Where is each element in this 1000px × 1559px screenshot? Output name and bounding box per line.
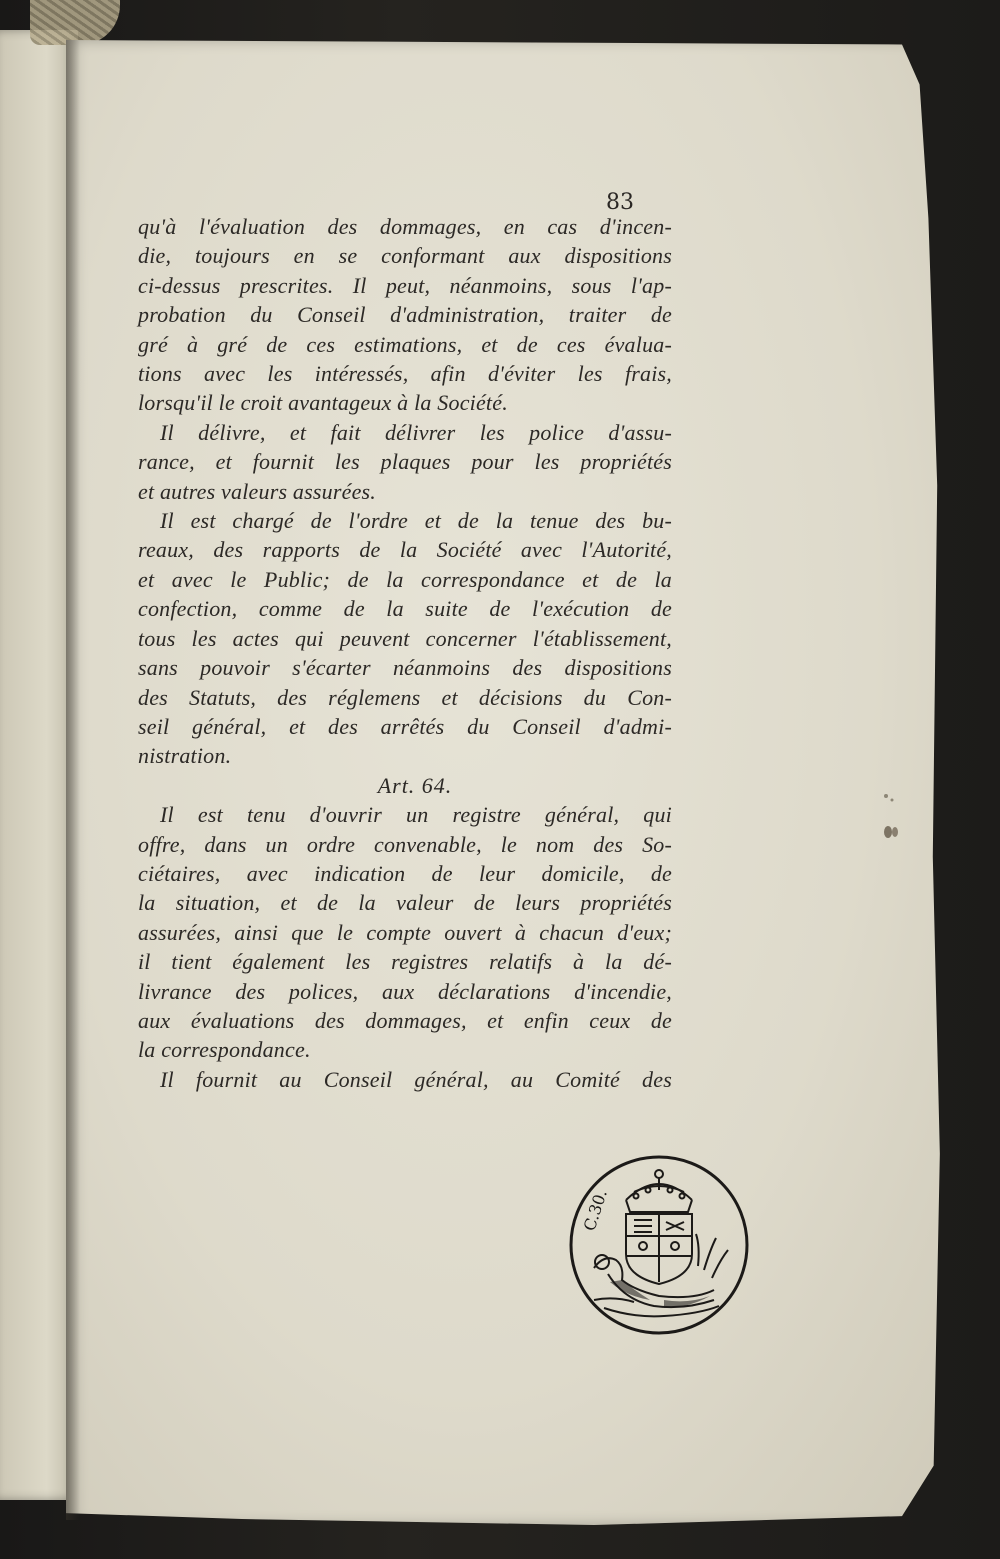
text-line: Il est chargé de l'ordre et de la tenue des bu- (160, 508, 672, 534)
body-text (138, 212, 672, 1094)
text-line: lorsqu'il le croit avantageux à la Société. (138, 390, 508, 416)
text-line: assurées, ainsi que le compte ouvert à chacun d'eux; (138, 919, 672, 945)
gutter-shadow (66, 40, 80, 1520)
library-stamp-icon (564, 1150, 754, 1340)
text-line: la correspondance. (138, 1037, 311, 1063)
text-line: livrance des polices, aux déclarations d'incendie, (138, 978, 672, 1004)
stamp-shelfmark: C.30. (579, 1187, 611, 1234)
article-heading: Art. 64. (377, 772, 453, 798)
text-line: offre, dans un ordre convenable, le nom des So- (138, 831, 672, 857)
text-line: tions avec les intéressés, afin d'éviter les frais, (138, 361, 672, 387)
text-line: Il fournit au Conseil général, au Comité des (160, 1066, 672, 1092)
text-line: aux évaluations des dommages, et enfin ceux de (138, 1007, 672, 1033)
text-line: probation du Conseil d'administration, traiter de (138, 302, 672, 328)
paper-blemish (880, 790, 900, 840)
text-line: Il délivre, et fait délivrer les police d'assu- (160, 419, 672, 445)
text-line: ci-dessus prescrites. Il peut, néanmoins, sous l'ap- (138, 272, 672, 298)
text-line: confection, comme de la suite de l'exécution de (138, 596, 672, 622)
text-line: nistration. (138, 743, 232, 769)
text-line: tous les actes qui peuvent concerner l'établissement, (138, 625, 672, 651)
text-line: et autres valeurs assurées. (138, 478, 377, 504)
page-number: 83 (606, 190, 634, 215)
text-line: il tient également les registres relatifs à la dé- (138, 949, 672, 975)
text-line: sans pouvoir s'écarter néanmoins des dispositions (138, 655, 672, 681)
text-line: rance, et fournit les plaques pour les propriétés (138, 449, 672, 475)
text-line: des Statuts, des réglemens et décisions du Con- (138, 684, 672, 710)
text-line: seil général, et des arrêtés du Conseil d'admi- (138, 713, 672, 739)
text-line: qu'à l'évaluation des dommages, en cas d'incen- (138, 214, 672, 239)
text-line: gré à gré de ces estimations, et de ces évalua- (138, 331, 672, 357)
text-line: Il est tenu d'ouvrir un registre général, qui (160, 802, 672, 828)
text-line: et avec le Public; de la correspondance et de la (138, 566, 672, 592)
binding-thread (30, 0, 120, 45)
text-line: ciétaires, avec indication de leur domicile, de (138, 860, 672, 886)
text-line: die, toujours en se conformant aux dispositions (138, 243, 672, 269)
text-line: reaux, des rapports de la Société avec l'Autorité, (138, 537, 672, 563)
text-line: la situation, et de la valeur de leurs propriétés (138, 890, 672, 916)
